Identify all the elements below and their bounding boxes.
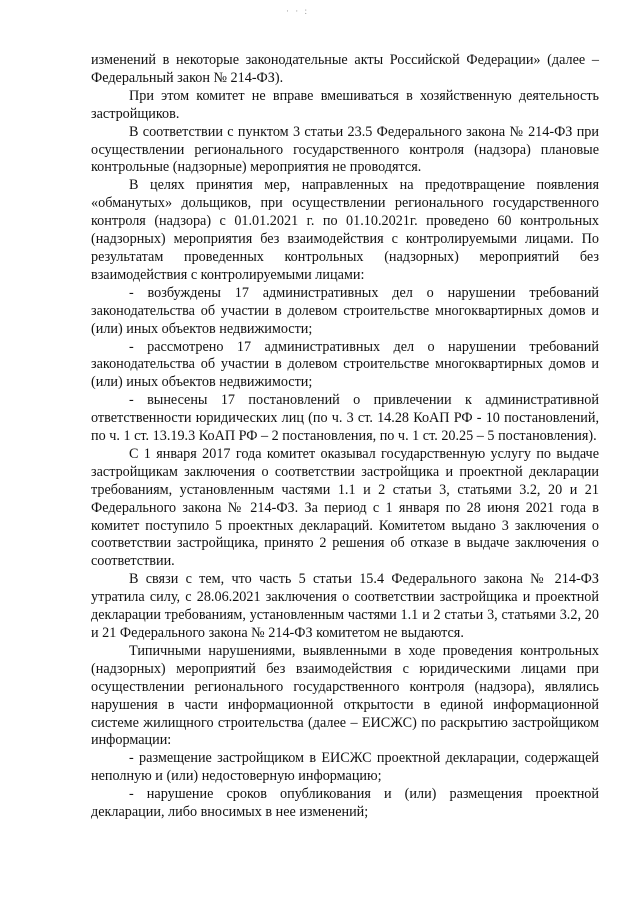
paragraph-law-reference: изменений в некоторые законодательные акты Российской Федерации» (далее – Федеральный закон № 214-ФЗ). bbox=[91, 52, 599, 86]
document-page bbox=[91, 52, 599, 822]
paragraph-article-15-4: В связи с тем, что часть 5 статьи 15.4 Федерального закона № 214-ФЗ утратила силу, с 28.06.2021 заключения о соответствии застройщика и проектной декларации требованиям, установленным частями 1.1 и 2 статьи 3, статьями 3.2, 20 и 21 Федерального закона № 214-ФЗ комитетом не выдаются. bbox=[91, 571, 599, 641]
list-item-cases-initiated: - возбуждены 17 административных дел о нарушении требований законодательства об участии в долевом строительстве многоквартирных домов и (или) иных объектов недвижимости; bbox=[91, 284, 599, 337]
paragraph-no-interference: При этом комитет не вправе вмешиваться в хозяйственную деятельность застройщиков. bbox=[91, 87, 599, 122]
paragraph-typical-violations: Типичными нарушениями, выявленными в ходе проведения контрольных (надзорных) мероприятий без взаимодействия с юридическими лицами при осуществлении регионального государственного контроля (надзора), являлись нарушения в части информационной открытости в единой информационной системе жилищного строительства (далее – ЕИСЖС) по раскрытию застройщиком информации: bbox=[91, 642, 599, 749]
list-item-deadline-violation: - нарушение сроков опубликования и (или) размещения проектной декларации, либо вносимых в нее изменений; bbox=[91, 786, 599, 821]
paragraph-article-23-5: В соответствии с пунктом 3 статьи 23.5 Федерального закона № 214-ФЗ при осуществлении регионального государственного контроля (надзора) плановые контрольные (надзорные) мероприятия не проводятся. bbox=[91, 123, 599, 176]
list-item-cases-reviewed: - рассмотрено 17 административных дел о нарушении требований законодательства об участии в долевом строительстве многоквартирных домов и (или) иных объектов недвижимости; bbox=[91, 338, 599, 391]
list-item-incomplete-declaration: - размещение застройщиком в ЕИСЖС проектной декларации, содержащей неполную и (или) недостоверную информацию; bbox=[91, 750, 599, 785]
paragraph-control-measures: В целях принятия мер, направленных на предотвращение появления «обманутых» дольщиков, при осуществлении регионального государственного контроля (надзора) с 01.01.2021 г. по 01.10.2021г. проведено 60 контрольных (надзорных) мероприятия без взаимодействия с контролируемыми лицами. По результатам проведенных контрольных (надзорных) мероприятий без взаимодействия с контролируемыми лицами: bbox=[91, 177, 599, 283]
scan-artifact: · · : bbox=[286, 6, 309, 16]
paragraph-state-service-2017: С 1 января 2017 года комитет оказывал государственную услугу по выдаче застройщикам заключения о соответствии застройщика и проектной декларации требованиям, установленным частями 1.1 и 2 статьи 3, статьями 3.2, 20 и 21 Федерального закона № 214-ФЗ. За период с 1 января по 28 июня 2021 года в комитет поступило 5 проектных деклараций. Комитетом выдано 3 заключения о соответствии застройщика, принято 2 решения об отказе в выдаче заключения о соответствии. bbox=[91, 445, 599, 570]
list-item-resolutions-issued: - вынесены 17 постановлений о привлечении к административной ответственности юридических лиц (по ч. 3 ст. 14.28 КоАП РФ - 10 постановлений, по ч. 1 ст. 13.19.3 КоАП РФ – 2 постановления, по ч. 1 ст. 20.25 – 5 постановления). bbox=[91, 392, 599, 445]
